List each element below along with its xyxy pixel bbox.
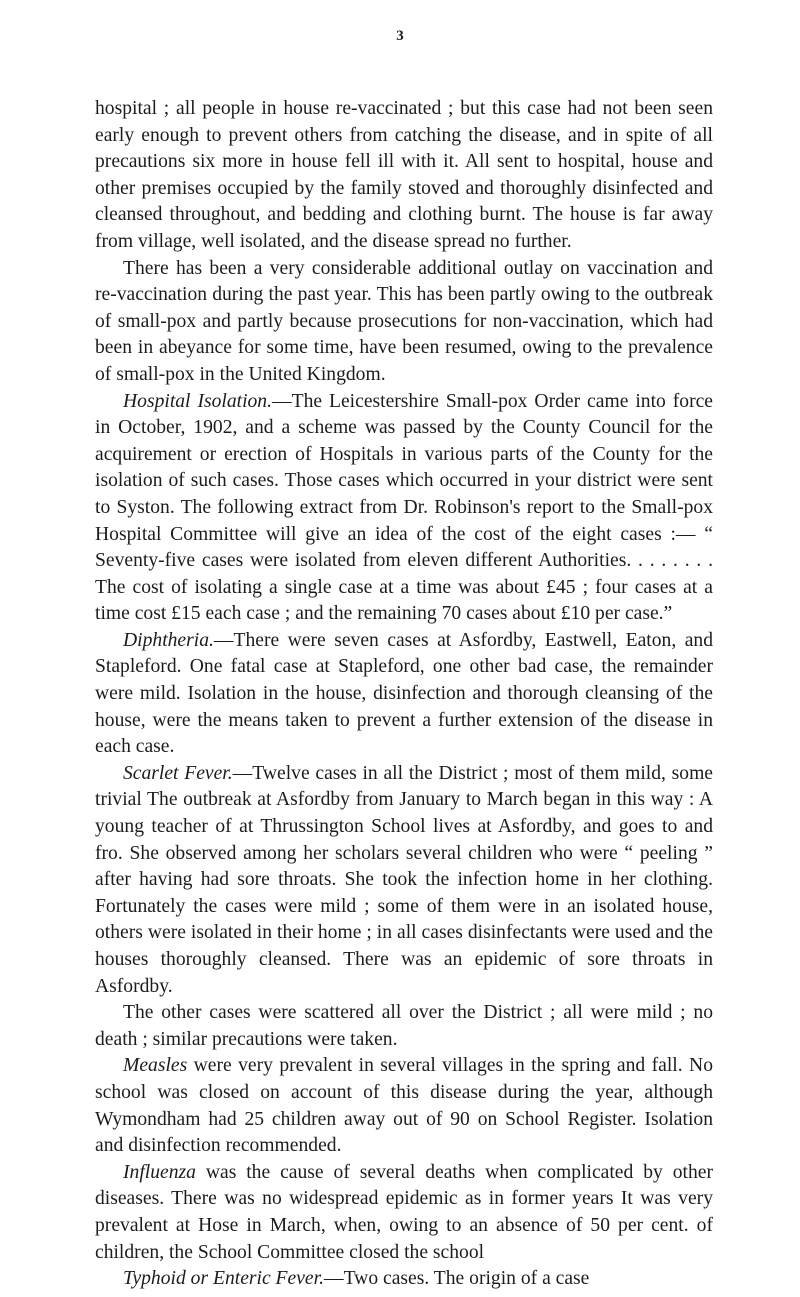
paragraph-heading: Measles: [123, 1055, 188, 1077]
paragraph-text: hospital ; all people in house re-vaccinated ; but this case had not been seen early enough to prevent others from catching the disease, and in spite of all precautions six more in house fell ill with it. All sent to hospital, house and other premises occupied by the family stoved and thoroughly disinfected and cleansed throughout, and bedding and clothing burnt. The house is far away from village, well isolated, and the disease spread no further.: [95, 98, 713, 252]
paragraph: [95, 761, 713, 1000]
paragraph: [95, 628, 713, 761]
paragraph-text: The other cases were scattered all over the District ; all were mild ; no death ; similar precautions were taken.: [95, 1002, 713, 1050]
paragraph: [95, 1053, 713, 1159]
paragraph-text: There has been a very considerable additional outlay on vaccination and re-vaccination during the past year. This has been partly owing to the outbreak of small-pox and partly because prosecutions for non-vaccination, which had been in abeyance for some time, have been resumed, owing to the prevalence of small-pox in the United Kingdom.: [95, 257, 713, 385]
paragraph-text: was the cause of several deaths when complicated by other diseases. There was no widespread epidemic as in former years It was very prevalent at Hose in March, when, owing to an absence of 50 per cent. of children, the School Committee closed the school: [95, 1161, 713, 1263]
page-number: 3: [396, 28, 404, 44]
paragraph-heading: Diphtheria.: [123, 629, 214, 651]
body-text: [95, 96, 713, 1293]
paragraph: [95, 96, 713, 256]
paragraph-heading: Hospital Isolation.: [123, 390, 273, 412]
paragraph-text: —The Leicestershire Small-pox Order came into force in October, 1902, and a scheme was passed by the County Council for the acquirement or erection of Hospitals in various parts of the County for the isolation of such cases. Those cases which occurred in your district were sent to Syston. The following extract from Dr. Robinson's report to the Small-pox Hospital Committee will give an idea of the cost of the eight cases :— “ Seventy-five cases were isolated from eleven different Authorities. . . . . . . . The cost of isolating a single case at a time was about £45 ; four cases at a time cost £15 each case ; and the remaining 70 cases about £10 per case.”: [95, 390, 713, 625]
paragraph-heading: Influenza: [123, 1161, 196, 1183]
paragraph-text: were very prevalent in several villages in the spring and fall. No school was closed on account of this disease during the year, although Wymondham had 25 children away out of 90 on School Register. Isolation and disinfection recommended.: [95, 1055, 713, 1157]
paragraph: [95, 389, 713, 628]
paragraph: [95, 256, 713, 389]
paragraph-text: —There were seven cases at Asfordby, Eastwell, Eaton, and Stapleford. One fatal case at Stapleford, one other bad case, the remainder were mild. Isolation in the house, disinfection and thorough cleansing of the house, were the means taken to prevent a further extension of the disease in each case.: [95, 629, 713, 758]
paragraph-text: —Twelve cases in all the District ; most of them mild, some trivial The outbreak at Asfordby from January to March began in this way : A young teacher of at Thrussington School lives at Asfordby, and goes to and fro. She observed among her scholars several children who were “ peeling ” after having had sore throats. She took the infection home in her clothing. Fortunately the cases were mild ; some of them were in an isolated house, others were isolated in their home ; in all cases disinfectants were used and the houses thoroughly cleansed. There was an epidemic of sore throats in Asfordby.: [95, 762, 714, 997]
paragraph-heading: Typhoid or Enteric Fever.: [123, 1268, 324, 1290]
paragraph: [95, 1000, 713, 1053]
paragraph: [95, 1160, 713, 1266]
paragraph: [95, 1266, 713, 1293]
paragraph-heading: Scarlet Fever.: [123, 762, 233, 784]
paragraph-text: —Two cases. The origin of a case: [323, 1268, 590, 1290]
